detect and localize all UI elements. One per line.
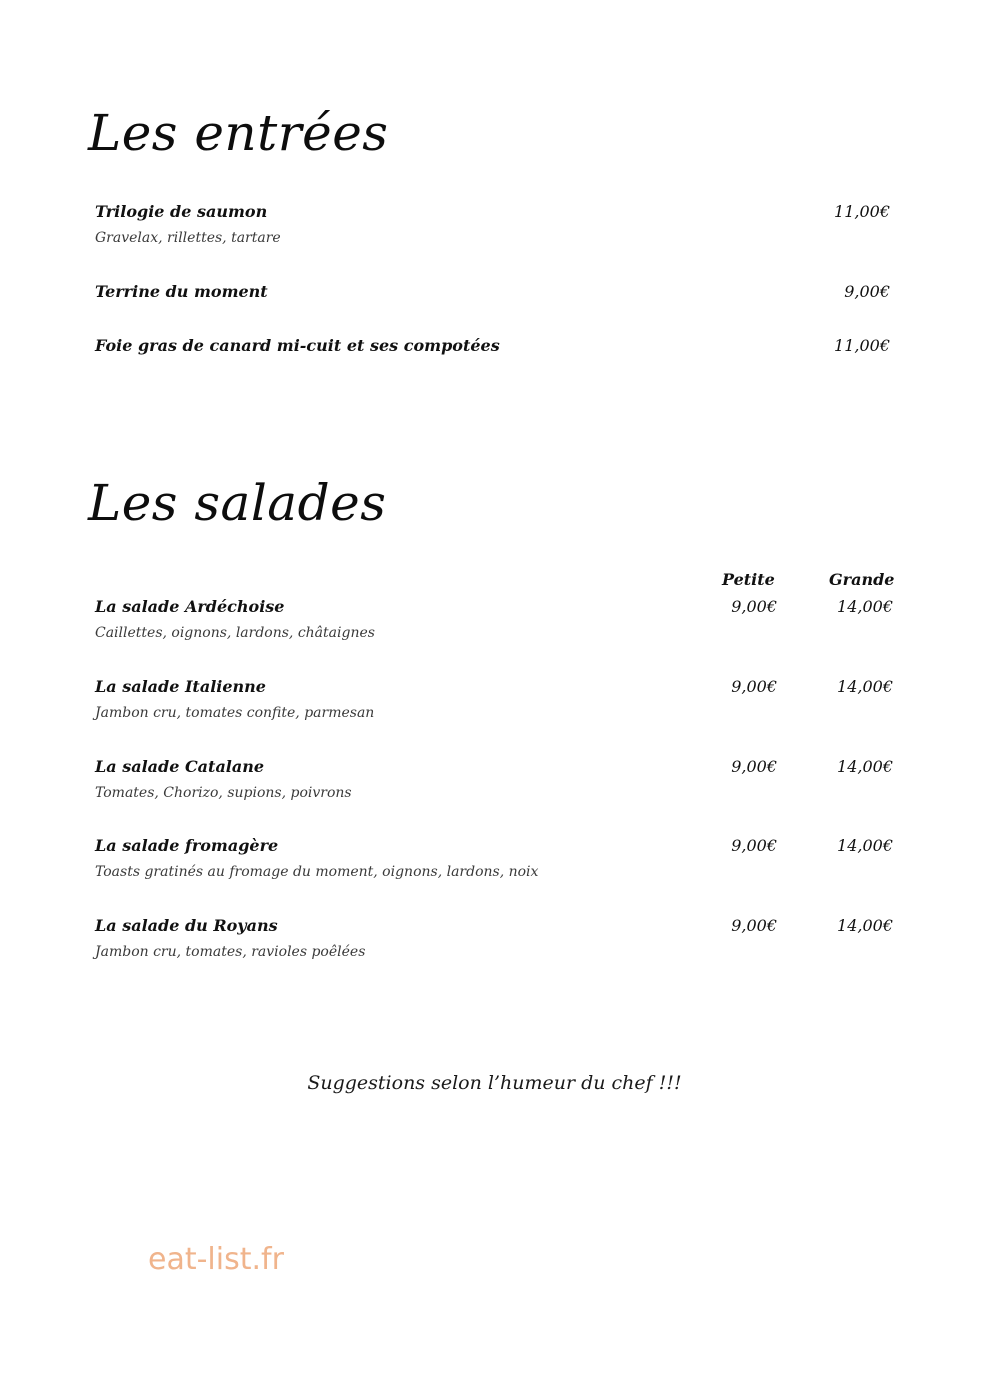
salades-title: Les salades <box>88 474 387 532</box>
item-name: Terrine du moment <box>95 282 268 301</box>
watermark-text: eat-list.fr <box>148 1242 284 1277</box>
menu-item-entree <box>95 336 905 356</box>
item-name: La salade du Royans <box>95 916 278 935</box>
menu-item-salade <box>95 836 905 882</box>
item-price-petite: 9,00€ <box>731 757 777 776</box>
item-description: Caillettes, oignons, lardons, châtaignes <box>95 625 375 641</box>
item-description: Jambon cru, tomates, ravioles poêlées <box>95 944 366 960</box>
item-description: Jambon cru, tomates confite, parmesan <box>95 705 375 721</box>
item-price-grande: 14,00€ <box>837 597 893 616</box>
item-name: La salade Ardéchoise <box>95 597 285 616</box>
item-price: 11,00€ <box>834 336 890 355</box>
menu-item-salade <box>95 597 905 643</box>
menu-item-entree <box>95 202 905 248</box>
item-price-grande: 14,00€ <box>837 916 893 935</box>
item-price-petite: 9,00€ <box>731 836 777 855</box>
item-price-grande: 14,00€ <box>837 836 893 855</box>
menu-item-salade <box>95 757 905 803</box>
item-price-petite: 9,00€ <box>731 597 777 616</box>
item-name: Foie gras de canard mi-cuit et ses compotées <box>95 336 500 355</box>
item-price-petite: 9,00€ <box>731 677 777 696</box>
item-price-grande: 14,00€ <box>837 677 893 696</box>
item-name: La salade Catalane <box>95 757 265 776</box>
item-price: 11,00€ <box>834 202 890 221</box>
item-price-grande: 14,00€ <box>837 757 893 776</box>
menu-item-entree <box>95 282 905 302</box>
item-price: 9,00€ <box>844 282 890 301</box>
item-description: Tomates, Chorizo, supions, poivrons <box>95 785 352 801</box>
column-header-grande: Grande <box>829 570 895 589</box>
item-description: Gravelax, rillettes, tartare <box>95 230 281 246</box>
item-price-petite: 9,00€ <box>731 916 777 935</box>
entrees-title: Les entrées <box>88 104 389 162</box>
chef-suggestion-note: Suggestions selon l’humeur du chef !!! <box>307 1072 682 1094</box>
item-description: Toasts gratinés au fromage du moment, oignons, lardons, noix <box>95 864 539 880</box>
menu-item-salade <box>95 916 905 962</box>
column-header-petite: Petite <box>722 570 775 589</box>
item-name: La salade Italienne <box>95 677 266 696</box>
item-name: La salade fromagère <box>95 836 279 855</box>
menu-item-salade <box>95 677 905 723</box>
item-name: Trilogie de saumon <box>95 202 268 221</box>
